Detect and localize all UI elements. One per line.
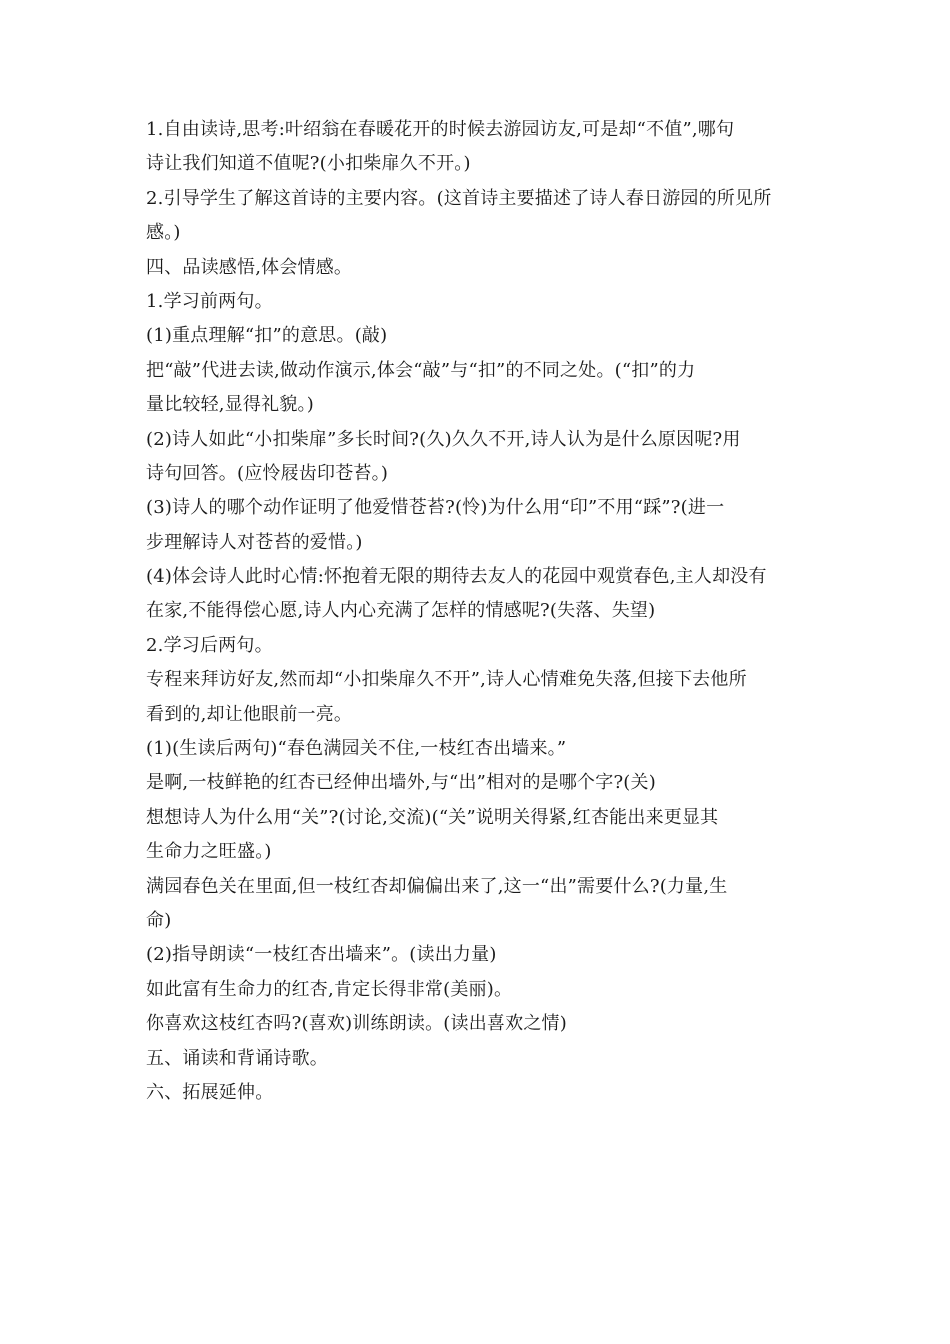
text-line: 感。)	[146, 222, 181, 244]
text-line: 专程来拜访好友,然而却“小扣柴扉久不开”,诗人心情难免失落,但接下去他所	[146, 669, 747, 691]
section-heading: 四、品读感悟,体会情感。	[146, 256, 353, 278]
text-line: 2.引导学生了解这首诗的主要内容。(这首诗主要描述了诗人春日游园的所见所	[146, 187, 772, 209]
text-line: (3)诗人的哪个动作证明了他爱惜苍苔?(怜)为什么用“印”不用“踩”?(进一	[146, 497, 725, 519]
text-line: 量比较轻,显得礼貌。)	[146, 394, 314, 416]
text-line: 是啊,一枝鲜艳的红杏已经伸出墙外,与“出”相对的是哪个字?(关)	[146, 772, 656, 794]
text-line: (4)体会诗人此时心情:怀抱着无限的期待去友人的花园中观赏春色,主人却没有	[146, 566, 767, 588]
text-line: 生命力之旺盛。)	[146, 841, 272, 863]
section-heading: 五、诵读和背诵诗歌。	[146, 1047, 328, 1069]
section-heading: 六、拓展延伸。	[146, 1081, 274, 1103]
text-line: 看到的,却让他眼前一亮。	[146, 703, 353, 725]
text-line: 你喜欢这枝红杏吗?(喜欢)训练朗读。(读出喜欢之情)	[146, 1013, 567, 1035]
text-line: 诗让我们知道不值呢?(小扣柴扉久不开。)	[146, 153, 471, 175]
text-line: 把“敲”代进去读,做动作演示,体会“敲”与“扣”的不同之处。(“扣”的力	[146, 359, 696, 381]
text-line: 诗句回答。(应怜屐齿印苍苔。)	[146, 462, 389, 484]
text-line: 想想诗人为什么用“关”?(讨论,交流)(“关”说明关得紧,红杏能出来更显其	[146, 806, 719, 828]
text-line: 如此富有生命力的红杏,肯定长得非常(美丽)。	[146, 978, 513, 1000]
text-line: (1)(生读后两句)“春色满园关不住,一枝红杏出墙来。”	[146, 738, 567, 760]
text-line: (2)指导朗读“一枝红杏出墙来”。(读出力量)	[146, 944, 497, 966]
text-line: 1.自由读诗,思考:叶绍翁在春暖花开的时候去游园访友,可是却“不值”,哪句	[146, 119, 735, 140]
text-line: (2)诗人如此“小扣柴扉”多长时间?(久)久久不开,诗人认为是什么原因呢?用	[146, 428, 741, 450]
text-line: 命)	[146, 909, 172, 931]
text-line: 满园春色关在里面,但一枝红杏却偏偏出来了,这一“出”需要什么?(力量,生	[146, 875, 728, 897]
text-line: 在家,不能得偿心愿,诗人内心充满了怎样的情感呢?(失落、失望)	[146, 600, 656, 622]
subsection-heading: 1.学习前两句。	[146, 290, 273, 312]
text-line: (1)重点理解“扣”的意思。(敲)	[146, 325, 388, 347]
text-line: 步理解诗人对苍苔的爱惜。)	[146, 531, 363, 553]
subsection-heading: 2.学习后两句。	[146, 634, 273, 656]
document-body	[146, 113, 806, 1110]
